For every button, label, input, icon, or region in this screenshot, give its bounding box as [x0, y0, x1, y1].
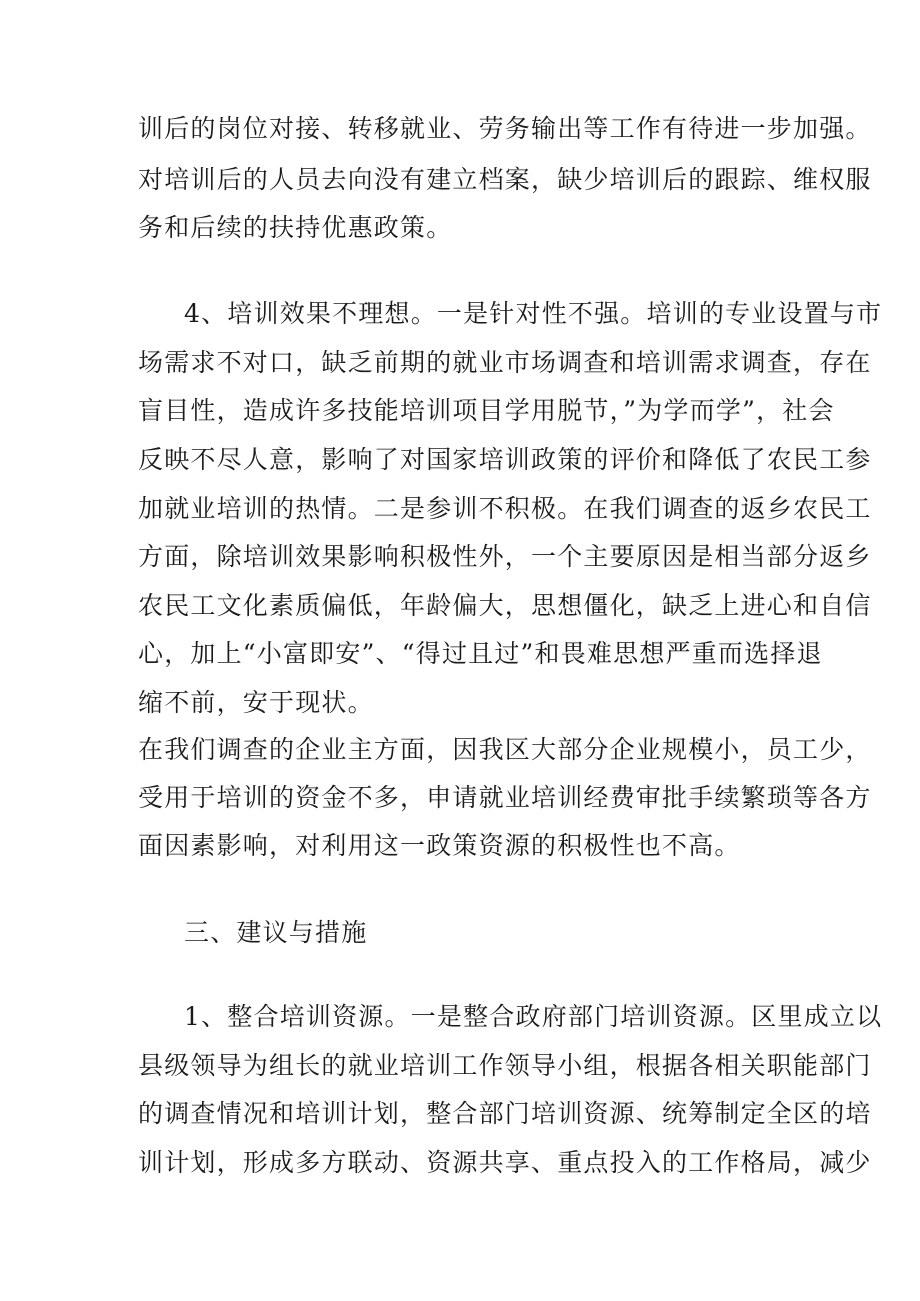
text-line: 县级领导为组长的就业培训工作领导小组，根据各相关职能部门 [138, 1051, 872, 1080]
text-line: 盲目性，造成许多技能培训项目学用脱节，”为学而学”，社会 [138, 396, 835, 425]
text-line: 方面，除培训效果影响积极性外，一个主要原因是相当部分返乡 [138, 542, 872, 571]
text-line: 场需求不对口，缺乏前期的就业市场调查和培训需求调查，存在 [138, 348, 872, 377]
text-line: 面因素影响，对利用这一政策资源的积极性也不高。 [138, 831, 741, 860]
text-line: 训后的岗位对接、转移就业、劳务输出等工作有待进一步加强。 [138, 114, 872, 143]
text-line: 反映不尽人意，影响了对国家培训政策的评价和降低了农民工参 [138, 445, 872, 474]
text-line: 4、培训效果不理想。一是针对性不强。培训的专业设置与市 [184, 299, 883, 328]
text-line: 在我们调查的企业主方面，因我区大部分企业规模小，员工少， [138, 735, 872, 764]
text-line: 缩不前，安于现状。 [138, 688, 374, 717]
text-line: 心，加上“小富即安”、“得过且过”和畏难思想严重而选择退 [138, 639, 823, 668]
text-line: 的调查情况和培训计划，整合部门培训资源、统筹制定全区的培 [138, 1099, 872, 1128]
text-line: 务和后续的扶持优惠政策。 [138, 213, 453, 242]
text-line: 加就业培训的热情。二是参训不积极。在我们调查的返乡农民工 [138, 494, 872, 523]
text-line: 训计划，形成多方联动、资源共享、重点投入的工作格局，减少 [138, 1148, 872, 1177]
text-line: 受用于培训的资金不多，申请就业培训经费审批手续繁琐等各方 [138, 783, 872, 812]
text-line: 对培训后的人员去向没有建立档案，缺少培训后的跟踪、维权服 [138, 165, 872, 194]
text-line: 1、整合培训资源。一是整合政府部门培训资源。区里成立以 [184, 1002, 883, 1031]
text-line: 农民工文化素质偏低，年龄偏大，思想僵化，缺乏上进心和自信 [138, 591, 872, 620]
section-heading: 三、建议与措施 [184, 918, 368, 947]
